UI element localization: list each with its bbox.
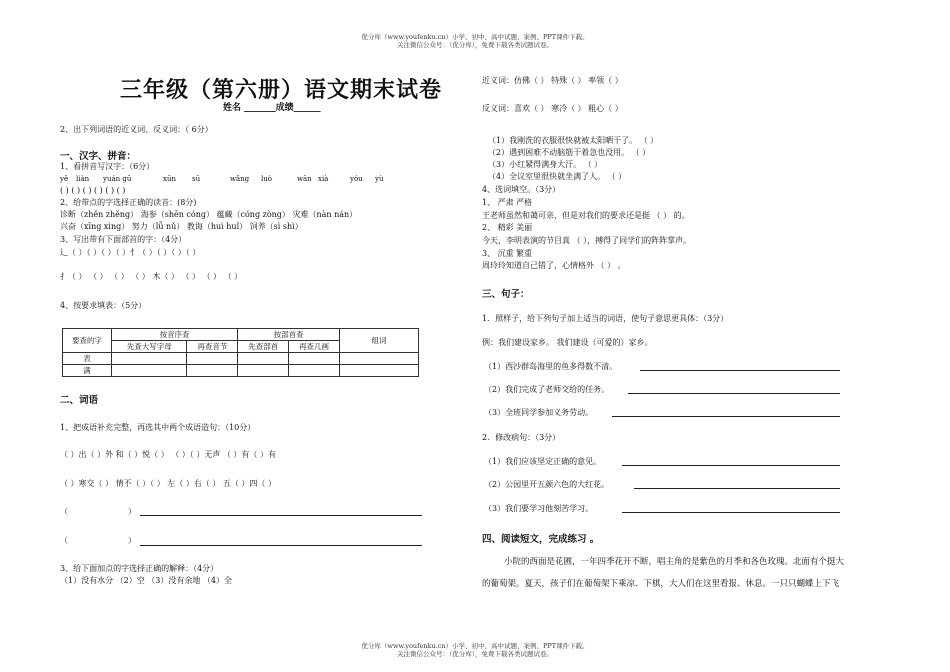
expand-sentence-2: （2）我们完成了老师交给的任务。 (484, 385, 610, 394)
sentence-q2: 2．修改病句：（3分） (482, 433, 561, 442)
s1-q2-line2: 兴奋（xīng xìng） 努力（lǚ nǔ） 教诲（huì huǐ） 饲养（sì shì） (60, 222, 303, 231)
page-footer-line2: 关注微信公众号：（优分库），免费下载各类试题试卷。 (397, 650, 553, 658)
pinyin-item: sū (192, 175, 201, 183)
radical-row-2[interactable]: 扌（ ） （ ） （ ） （ ） 木（ ） （ ） （ ） （ ） (60, 272, 243, 281)
pinyin-item: yě (60, 175, 69, 183)
sentence-bracket-close: ） (128, 536, 136, 545)
word-choice-1-sentence[interactable]: 王老师虽然和蔼可亲，但是对我们的要求还是挺 （ ） 的。 (482, 211, 690, 220)
table-cell[interactable] (238, 353, 289, 365)
name-score-line: 姓名 _______成绩______ (223, 103, 321, 113)
table-cell[interactable] (187, 365, 238, 377)
exam-title: 三年级（第六册）语文期末试卷 (120, 78, 443, 103)
s1-question-1: 1、看拼音写汉字：（6分） (60, 162, 155, 171)
table-subheader: 先查大写字母 (112, 341, 187, 353)
table-header-word: 组词 (340, 329, 419, 353)
s2-question-1: 1、把成语补充完整，再选其中两个成语造句：（10分） (60, 423, 256, 432)
answer-line-fix-2[interactable] (634, 488, 840, 489)
pinyin-answer-brackets[interactable]: ( ) ( ) ( ) ( ) ( ) ( ) (60, 186, 126, 195)
judge-item-4[interactable]: （4）全议室里很快就坐满了人。 （ ） (488, 172, 627, 181)
table-cell[interactable] (112, 365, 187, 377)
word-choice-1-options: 1、 严肃 严格 (482, 198, 533, 207)
table-cell[interactable] (340, 353, 419, 365)
s1-question-4: 4、按要求填表：（5分） (60, 301, 147, 310)
pinyin-item: xià (318, 175, 329, 183)
table-cell[interactable] (112, 353, 187, 365)
table-header-char: 要查的字 (63, 329, 112, 353)
table-cell[interactable] (187, 353, 238, 365)
sentence-q1: 1．照样子，给下列句子加上适当的词语，使句子意思更具体：（3分） (482, 314, 729, 323)
word-choice-2-sentence[interactable]: 今天，李明表演的节目真 （ ），搏得了同学们的阵阵掌声。 (482, 236, 692, 245)
word-choice-question: 4、选词填空。（3分） (482, 185, 561, 194)
pinyin-item: luò (261, 175, 272, 183)
s1-question-3: 3、写出带有下面部首的字：（4分） (60, 235, 187, 244)
idiom-row-1[interactable]: （ ）出（ ）外 和（ ）悦（ ） （ ）（ ）无声 （ ）有（ ）有 (60, 450, 276, 459)
answer-line-expand-1[interactable] (640, 370, 840, 371)
judge-item-1[interactable]: （1）我刚洗的衣服很快就被太阳晒干了。 （ ） (488, 136, 659, 145)
table-row-char: 表 (63, 353, 112, 365)
sentence-example: 例：我们建设家乡。 我们建设（可爱的）家乡。 (482, 338, 653, 347)
pinyin-item: yuán gū (103, 175, 132, 183)
table-cell[interactable] (289, 365, 340, 377)
sentence-bracket-open: （ (60, 536, 68, 545)
synonym-row[interactable]: 近义词：仿佛（ ） 特殊（ ） 率领（ ） (482, 76, 623, 85)
idiom-row-2[interactable]: （ ）寒交（ ） 情不（ ）（ ） 左（ ）右（ ） 五（ ）四（ ） (60, 479, 276, 488)
reading-paragraph-line2: 的葡萄架。夏天，孩子们在葡萄架下乘凉、下棋，大人们在这里看报、休息。一只只蝴蝶上下飞 (482, 579, 840, 589)
s2-q3-options: （1）没有水分 （2）空 （3）没有余地 （4）全 (60, 576, 232, 585)
table-row-char: 满 (63, 365, 112, 377)
pinyin-item: xūn (163, 175, 176, 183)
section-heading-1: 一、汉字、拼音： (60, 151, 137, 162)
table-subheader: 先查部首 (238, 341, 289, 353)
page-header-line1: 优分库（www.youfenku.cn）小学、初中、高中试题、案例、PPT课件下载。 (361, 33, 589, 41)
table-subheader: 再查音节 (187, 341, 238, 353)
section-heading-2: 二、词语 (60, 395, 99, 406)
page-footer-line1: 优分库（www.youfenku.cn）小学、初中、高中试题、案例、PPT课件下载。 (361, 642, 589, 650)
answer-line-expand-3[interactable] (612, 416, 840, 417)
expand-sentence-1: （1）西沙群岛海里的鱼多得数不清。 (484, 362, 618, 371)
table-header-pinyin-lookup: 按音序查 (112, 329, 238, 341)
answer-line-fix-3[interactable] (622, 512, 840, 513)
pinyin-item: yù (375, 175, 384, 183)
table-header-radical-lookup: 按部首查 (238, 329, 340, 341)
word-choice-3-sentence[interactable]: 周玲玲知道自己错了，心情格外 （ ） 。 (482, 261, 626, 270)
fix-sentence-1: （1）我们应该坚定正确的意见。 (484, 457, 602, 466)
section-heading-3: 三、句子： (482, 289, 530, 300)
sentence-bracket-open: （ (60, 507, 68, 516)
antonym-row[interactable]: 反义词：喜欢（ ） 寒冷（ ） 粗心（ ） (482, 104, 623, 113)
table-cell[interactable] (289, 353, 340, 365)
radical-row-1[interactable]: 辶（ ）（ ）（ ）（ ）忄（ ）（ ）（ ）（ ） (60, 248, 201, 257)
s1-q2-line1: 诊断（zhěn zhěng） 海参（shēn cóng） 蕴藏（cóng zòng） 灾难（nàn nán） (60, 210, 358, 219)
answer-line-expand-2[interactable] (628, 393, 840, 394)
table-cell[interactable] (340, 365, 419, 377)
answer-line-fix-1[interactable] (622, 465, 840, 466)
s1-question-2: 2、给带点的字选择正确的读音：(8分) (60, 198, 197, 207)
table-subheader: 再查几画 (289, 341, 340, 353)
pinyin-item: liàn (76, 175, 90, 183)
sentence-bracket-close: ） (128, 507, 136, 516)
lookup-table (62, 328, 419, 377)
section-heading-4: 四、阅读短文，完成练习 。 (482, 534, 600, 545)
reading-paragraph-line1: 小院的西面是花圃，一年四季花开不断，唱主角的是紫色的月季和各色玫瑰。北面有个挺大 (504, 557, 845, 567)
expand-sentence-3: （3）全班同学参加义务劳动。 (484, 408, 594, 417)
word-choice-2-options: 2、 精彩 美丽 (482, 223, 533, 232)
pinyin-item: wǎng (230, 175, 250, 183)
page-header-line2: 关注微信公众号：（优分库），免费下载各类试题试卷。 (397, 41, 553, 49)
judge-item-3[interactable]: （3）小红紧得满身大汗。 （ ） (488, 160, 603, 169)
sentence-answer-line-2[interactable] (140, 545, 422, 546)
judge-item-2[interactable]: （2）遇到困难不动脑筋干着急也没用。 （ ） (488, 148, 651, 157)
sentence-answer-line-1[interactable] (140, 515, 422, 516)
fix-sentence-2: （2）公园里开五颜六色的大红花。 (484, 480, 610, 489)
table-cell[interactable] (238, 365, 289, 377)
pinyin-item: yóu (350, 175, 363, 183)
s2-question-3: 3、给下面加点的字选择正确的解释：（4分） (60, 564, 219, 573)
fix-sentence-3: （3）我们要学习他刻苦学习。 (484, 504, 594, 513)
pinyin-item: wān (297, 175, 312, 183)
question-synonym-antonym-intro: 2、出下列词语的近义词、反义词：（ 6分） (60, 125, 213, 134)
word-choice-3-options: 3、 沉重 繁重 (482, 249, 533, 258)
